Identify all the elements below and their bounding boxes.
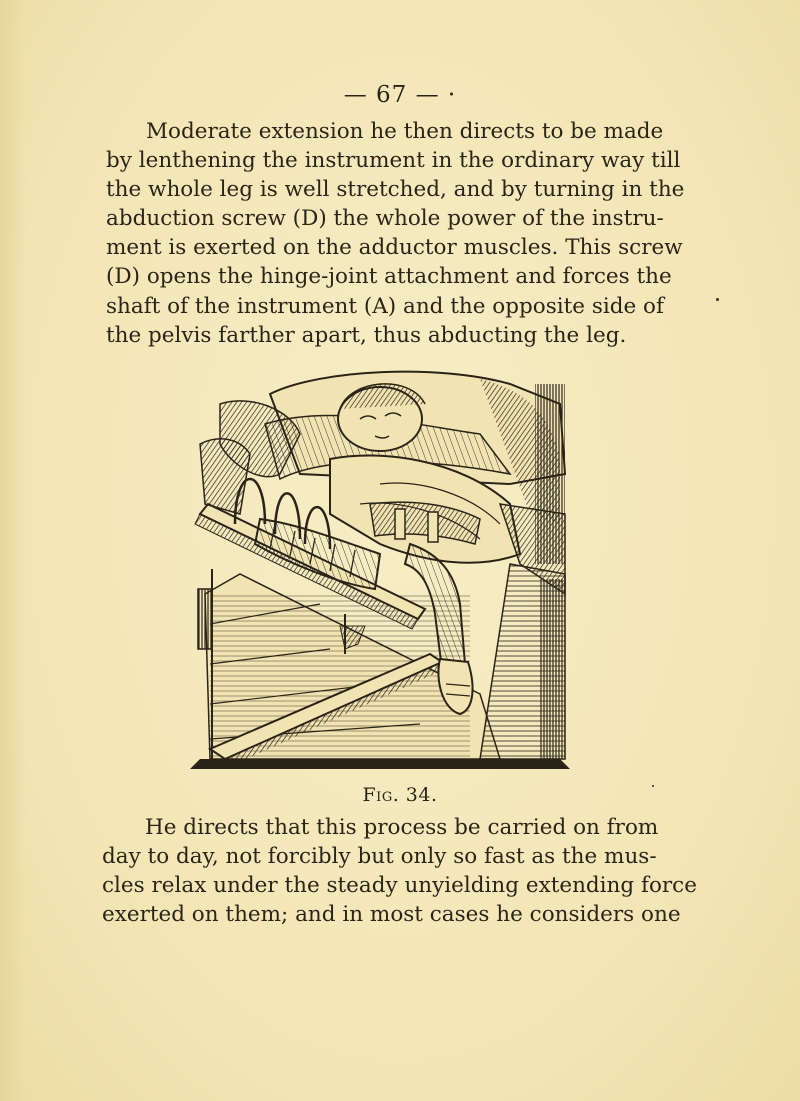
text-line: shaft of the instrument (A) and the opposite side of	[106, 293, 664, 319]
child-head	[338, 384, 425, 451]
text-line: exerted on them; and in most cases he considers one	[102, 902, 681, 928]
text-line: day to day, not forcibly but only so fast as the mus-	[102, 844, 657, 870]
bed-side	[480, 564, 565, 759]
text-line: (D) opens the hinge-joint attachment and forces the	[106, 264, 672, 290]
text-line: ment is exerted on the adductor muscles. This screw	[106, 235, 683, 261]
paragraph-1	[106, 117, 685, 350]
ink-speck	[652, 785, 654, 787]
text-line: by lenthening the instrument in the ordinary way till	[106, 148, 681, 174]
engraved-illustration	[180, 364, 580, 774]
text-line: cles relax under the steady unyielding extending force	[102, 873, 697, 899]
page-number: — 67 — ·	[343, 82, 457, 108]
text-line: Moderate extension he then directs to be made	[146, 119, 664, 144]
illustration-svg	[180, 364, 580, 774]
figure-caption: Fig. 34.	[362, 784, 438, 806]
gutter-shading	[0, 0, 26, 1101]
text-line: the pelvis farther apart, thus abducting the leg.	[106, 322, 627, 348]
text-line: the whole leg is well stretched, and by turning in the	[106, 177, 685, 203]
text-line: He directs that this process be carried on from	[145, 815, 659, 840]
paragraph-2	[102, 813, 697, 929]
ink-speck	[716, 298, 719, 301]
text-line: abduction screw (D) the whole power of the instru-	[106, 206, 664, 232]
